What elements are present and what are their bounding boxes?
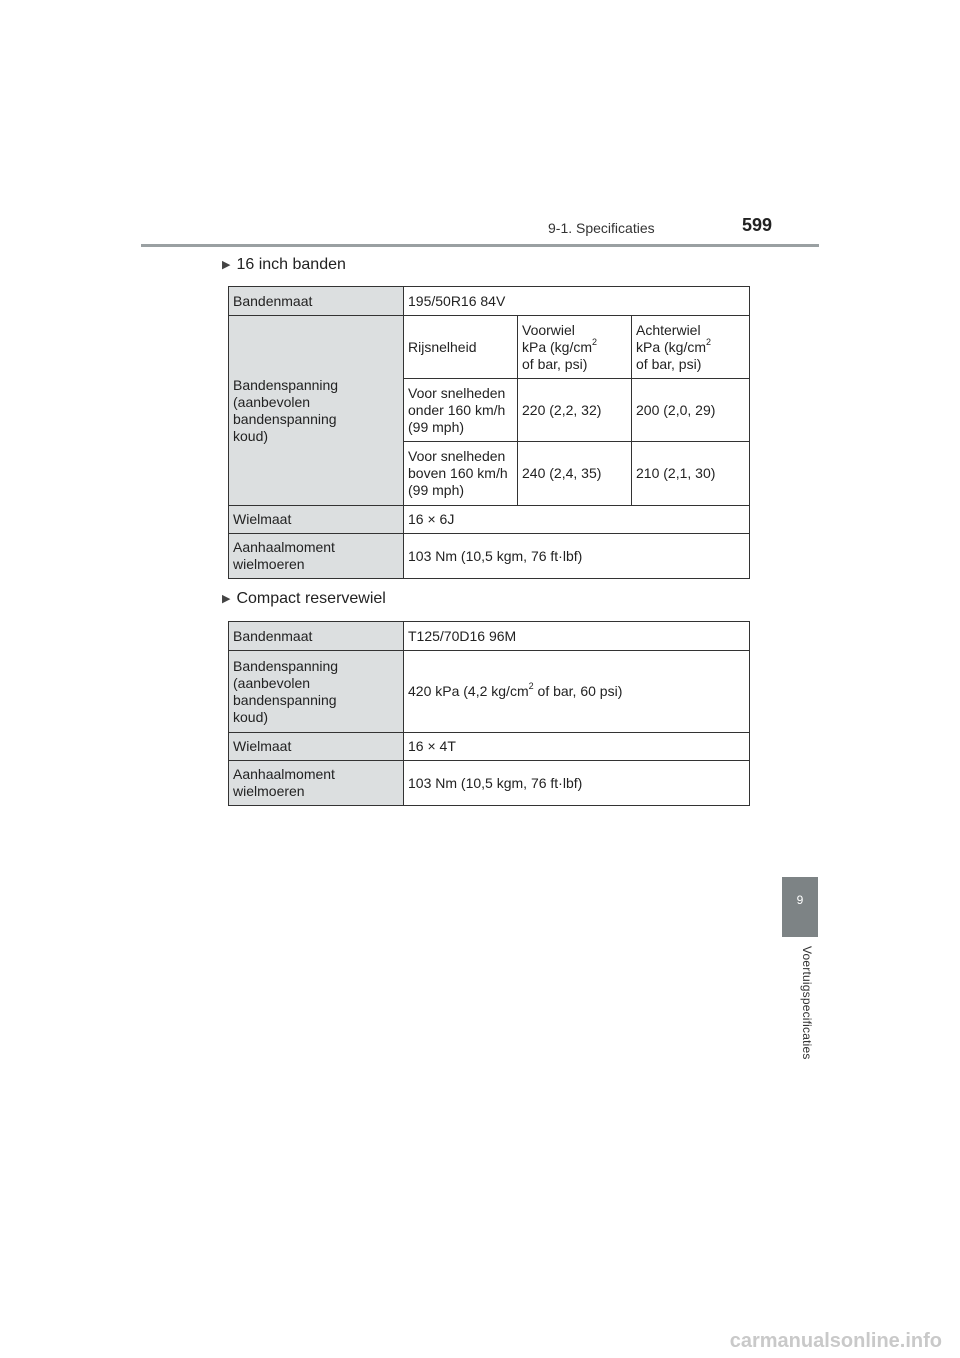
tire-size-value: 195/50R16 84V [404,287,750,316]
rear-wheel-column-header: Achterwiel kPa ($kg/cm^2$ of bar, psi) [632,316,750,379]
tire-spec-table-spare [228,621,750,806]
triangle-bullet-icon: ▶ [222,593,231,605]
wheel-size-label: Wielmaat [229,733,404,761]
speed-over-160: Voor snelheden boven 160 km/h (99 mph) [404,442,518,506]
speed-column-header: Rijsnelheid [404,316,518,379]
tire-size-value: T125/70D16 96M [404,622,750,651]
front-pressure-under-160: 220 (2,2, 32) [518,379,632,442]
pressure-value: 420 kPa (4,2 $kg/cm^2$ of bar, 60 psi) [404,651,750,733]
chapter-title: Voertuigspecificaties [800,946,814,1060]
wheel-size-value: 16 × 4T [404,733,750,761]
table-row [229,506,750,534]
table-row [229,761,750,806]
table-row [229,287,750,316]
tire-spec-table-16-inch [228,286,750,579]
section-heading-text: Compact reservewiel [236,590,386,607]
section-heading-16-inch [222,256,346,274]
page-number: 599 [742,215,773,235]
pressure-label: Bandenspanning (aanbevolen bandenspanning koud) [229,316,404,506]
front-wheel-column-header: Voorwiel kPa ($kg/cm^2$ of bar, psi) [518,316,632,379]
section-heading-compact-spare [222,590,386,608]
rear-pressure-over-160: 210 (2,1, 30) [632,442,750,506]
tire-size-label: Bandenmaat [229,287,404,316]
torque-value: 103 Nm (10,5 kgm, 76 ft·lbf) [404,534,750,579]
section-heading-text: 16 inch banden [236,256,346,273]
torque-value: 103 Nm (10,5 kgm, 76 ft·lbf) [404,761,750,806]
table-row [229,622,750,651]
header-section-title: 9-1. Specificaties [548,220,655,236]
rear-pressure-under-160: 200 (2,0, 29) [632,379,750,442]
chapter-tab: 9 [782,877,818,937]
table-row [229,534,750,579]
triangle-bullet-icon: ▶ [222,259,231,271]
wheel-size-value: 16 × 6J [404,506,750,534]
tire-size-label: Bandenmaat [229,622,404,651]
table-row [229,316,750,379]
torque-label: Aanhaalmoment wielmoeren [229,761,404,806]
watermark: carmanualsonline.info [729,1330,942,1352]
torque-label: Aanhaalmoment wielmoeren [229,534,404,579]
wheel-size-label: Wielmaat [229,506,404,534]
table-row [229,733,750,761]
pressure-label: Bandenspanning (aanbevolen bandenspanning koud) [229,651,404,733]
header-divider [141,244,819,247]
front-pressure-over-160: 240 (2,4, 35) [518,442,632,506]
speed-under-160: Voor snelheden onder 160 km/h (99 mph) [404,379,518,442]
table-row [229,651,750,733]
